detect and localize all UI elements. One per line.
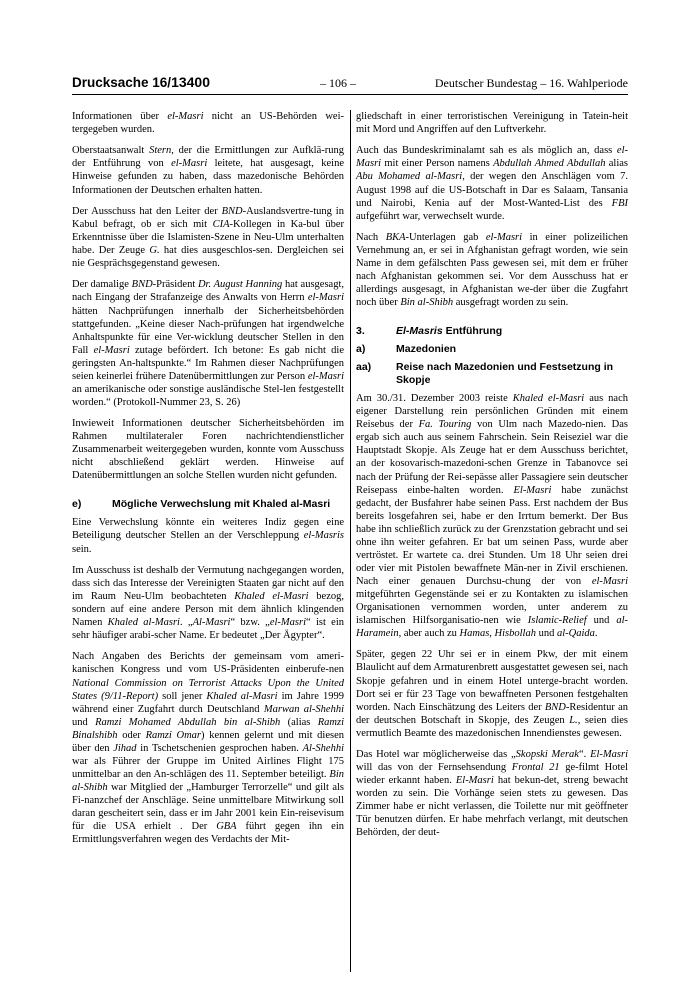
emphasis: Hisbollah [494, 628, 536, 640]
emphasis: el-Masri [356, 145, 628, 170]
emphasis: el-Masri [171, 158, 208, 170]
text-run: -Residentur an der deutschen Botschaft in Skopje, des Zeugen [356, 701, 629, 726]
text-run: Später, gegen 22 Uhr sei er in einem Pkw, der mit einem Blaulicht auf dem Armaturenbrett ausgestattet gewesen sei, nach Skopje gefahren und in einem Hotel unterge-bracht worden. Dort sei er für 23 Tage von bewaffneten Personen festgehalten worden. Nach Einschätzung des Leiters der [356, 649, 628, 713]
emphasis: El-Masri [513, 484, 552, 496]
text-run: Nach Angaben des Berichts der gemeinsam vom ameri-kanischen Kongress und vom US-Präsidenten einberufe-nen [72, 651, 344, 676]
emphasis: Dr. August Hanning [197, 279, 283, 291]
emphasis: El-Masri [590, 749, 628, 761]
text-run: zutage befördert. Ich betone: Es gab nicht die geringsten An-haltspunkte.“ Im Rahmen dieser Nachprüfungen seien keinerlei frühere Datenübermittlungen zur Person [72, 344, 344, 382]
text-run: soll jener [158, 690, 207, 702]
paragraph [356, 748, 628, 839]
emphasis: el-Masri [93, 344, 130, 356]
text-run: ge-filmt Hotel wieder erkannt haben. [356, 762, 628, 787]
text-run: und [535, 628, 557, 640]
text-run: Der damalige [72, 279, 132, 291]
emphasis: Khaled al-Masri [206, 690, 278, 702]
emphasis: Abu Mohamed al-Masri [356, 171, 463, 183]
emphasis: Al-Shehhi [302, 742, 344, 754]
text-run: -Unterlagen gab [405, 231, 486, 243]
emphasis: el-Masri [307, 292, 344, 304]
emphasis: CIA [212, 218, 230, 230]
text-run: Im Ausschuss ist deshalb der Vermutung nachgegangen worden, dass sich das Interesse der Vereinigten Staaten gar nicht auf den im Raum Neu-Ulm beobachteten [72, 564, 344, 602]
text-run: ) kennen gelernt und mit diesen über den [72, 729, 344, 754]
section-heading-a [356, 343, 628, 356]
emphasis: el-Masris [303, 530, 344, 542]
paragraph [356, 144, 628, 222]
text-run: . [594, 628, 598, 640]
text-run: , aber auch zu [398, 628, 460, 640]
text-run: , seien dies vermutlich Beamte des mazedonischen Innendienstes gewesen. [356, 714, 628, 739]
text-run: Eine Verwechslung könnte ein weiteres Indiz gegen eine Beteiligung deutscher Stellen an der Verschleppung [72, 517, 344, 542]
emphasis: Khaled el-Masri [512, 393, 585, 405]
emphasis: Jihad [113, 742, 137, 754]
emphasis: Abdullah Ahmed Abdullah [493, 158, 606, 170]
section-title: Mögliche Verwechslung mit Khaled al-Masri [112, 498, 331, 511]
text-run: . „ [179, 617, 193, 629]
text-run: “. [578, 749, 591, 761]
paragraph [356, 110, 628, 136]
emphasis: Hamas [459, 628, 490, 640]
text-run: und [72, 716, 96, 728]
text-run: oder [117, 729, 146, 741]
emphasis: Al-Masri [192, 617, 231, 629]
paragraph [356, 648, 628, 739]
emphasis: BND [544, 701, 566, 713]
emphasis: BKA [385, 231, 406, 243]
emphasis: Islamic-Relief [527, 615, 587, 627]
section-title [396, 325, 628, 338]
section-title: Reise nach Mazedonien und Festsetzung in Skopje [396, 361, 614, 387]
emphasis: BND [131, 279, 153, 291]
emphasis: Stern [149, 145, 172, 157]
paragraph [72, 278, 344, 408]
text-run: hätten Nachprüfungen innerhalb der Sicherheitsbehörden stattgefunden. „Keine dieser Nach-prüfungen hat irgendwelche Anhaltspunkte für eine Ver-wicklung deutscher Stellen in den Fall [72, 305, 344, 356]
page-number: – 106 – [320, 76, 356, 90]
text-run: ausgefragt worden zu sein. [453, 297, 569, 309]
emphasis: BND [221, 205, 243, 217]
emphasis: el-Masri [591, 575, 628, 587]
text-run: “ ist ein sehr häufiger arabi-scher Name. Er bedeutet „Der Ägypter“. [72, 617, 344, 642]
emphasis: Khaled el-Masri [234, 590, 309, 602]
emphasis: al-Qaida [556, 628, 595, 640]
emphasis: Bin al-Shibh [400, 297, 454, 309]
paragraph [72, 564, 344, 642]
emphasis: Frontal 21 [511, 762, 560, 774]
text-run: Informationen über [72, 111, 168, 122]
text-run: nicht an US-Behörden wei-tergegeben wurden. [72, 111, 344, 136]
emphasis: GBA [216, 821, 237, 833]
emphasis: G. [149, 245, 160, 257]
text-run: aufgeführt war, verwechselt wurde. [356, 210, 505, 222]
emphasis: el-Masri [167, 111, 204, 122]
section-number: 3. [356, 325, 365, 338]
section-title: Mazedonien [396, 343, 457, 356]
text-run: in einer polizeilichen Vernehmung an, er sei in Afghanistan gefragt worden, wie sein Name in dem gefälschten Pass gewesen sei, mit dem er früher nach Afghanistan gekommen sei. Vor dem Ausschuss hat er allerdings ausgesagt, in Afghanistan we-der über die Zugfahrt noch über [356, 231, 628, 309]
emphasis: el-Masri [269, 617, 306, 629]
emphasis: Skopski Merak [515, 749, 579, 761]
text-run: -Auslandsvertre-tung in Kabul befragt, ob er sich mit [72, 205, 344, 230]
emphasis: el-Masri [307, 370, 344, 382]
column-divider [350, 110, 351, 972]
text-run: will das von der Fernsehsendung [356, 762, 512, 774]
section-title-rest: Entführung [442, 325, 503, 338]
emphasis: El-Masri [455, 775, 494, 787]
text-run: alias [605, 158, 628, 170]
text-run: habe zunächst gedacht, der Busfahrer habe seinen Pass. Erst nachdem der Bus bereits losgefahren sei, habe er den Irrtum bemerkt. Der Bus habe ihn schließlich zurück zu der Grenzstation gebracht und sei ohne ihn weiter gefahren. Er bat um seinen Pass, wurde aber vertröstet. Er wartete ca. drei Stunden. Um 18 Uhr seien drei oder vier mit Pistolen bewaffnete Män-ner in Zivil erschienen. Nach einer genauen Durchsu-chung der von [356, 484, 628, 587]
text-run: Oberstaatsanwalt [72, 145, 150, 157]
emphasis: Bin al-Shibh [72, 768, 344, 793]
text-run: , [489, 628, 495, 640]
emphasis: Fa. Touring [418, 419, 472, 431]
text-run: hat dies ausgeschlos-sen. Dergleichen sei nie Gesprächsgegenstand gewesen. [72, 245, 345, 270]
document-number-value: 13400 [171, 74, 210, 90]
section-number: e) [72, 498, 82, 511]
paragraph [72, 110, 344, 136]
text-run: im Jahre 1999 während einer Zugfahrt durch Deutschland [72, 690, 344, 715]
emphasis: Ramzi Mohamed Abdullah bin al-Shibh [95, 716, 281, 728]
text-run: und [586, 615, 617, 627]
emphasis: el-Masri [485, 231, 523, 243]
text-run: Nach [356, 231, 386, 243]
text-run: mit einer Person namens [381, 158, 494, 170]
text-run: bezog, sondern auf eine andere Person mit dem ähnlich klingenden Namen [72, 590, 344, 629]
paragraph [356, 231, 628, 309]
section-title-italic: El-Masris [396, 325, 443, 338]
paragraph [72, 650, 344, 846]
text-run: war als Führer der Gruppe im United Airlines Flight 175 unmittelbar an den An-schlägen des 11. September beteiligt. [72, 755, 344, 780]
emphasis: al-Haramein [356, 615, 629, 640]
text-run: an amerikanische oder sonstige ausländische Stel-len festgestellt worden.“ (Protokoll-Nummer 23, S. 26) [72, 383, 344, 408]
paragraph [356, 392, 628, 640]
text-run: -Kollegen in Ka-bul über Erkenntnisse über die Islamisten-Szene in Neu-Ulm unterhalten habe. Der Zeuge [72, 218, 345, 257]
text-run: hat ausgesagt, nach Eingang der Strafanzeige des Anwalts von Herrn [72, 279, 344, 304]
section-number: aa) [356, 361, 372, 374]
emphasis: L. [569, 714, 578, 726]
section-heading-3 [356, 325, 628, 338]
text-run: , der die Ermittlungen zur Aufklä-rung der Entführung von [72, 145, 344, 170]
right-column [356, 110, 628, 848]
text-run: führt gegen ihn ein Ermittlungsverfahren wegen des Verdachts der Mit- [72, 821, 344, 846]
text-run: (alias [280, 716, 318, 728]
text-run: hat bekun-det, streng bewacht worden zu sein. Die Vorhänge seien stets zu gewesen. Das Zimmer habe er nicht verlassen, die Toilette nur mit geöffneter Tür benutzen dürfen. Er habe mehrfach verlangt, mit deutschen Behörden, der deut- [356, 775, 628, 839]
section-number: a) [356, 343, 366, 356]
paragraph [72, 417, 344, 482]
text-run: “ bzw. „ [230, 617, 270, 629]
text-run: , der wegen den Anschlägen vom 7. August 1998 auf die US-Botschaft in Dar es Salaam, Tansania und Nairobi, Kenia auf der Most-Wanted-List des [356, 171, 628, 209]
text-run: von Ulm nach Mazedo-nien. Das ergab sich auch aus seinem Fahrschein. Sein Reiseziel war die Hauptstadt Skopje. Als Zeuge hat er dem Ausschuss berichtet, an der kosovarisch-mazedoni-schen Grenze in Tabanovce sei nach der Prüfung der Rei-sepässe aller Passagiere sein deutscher Reisepass einbe-halten worden. [356, 419, 628, 496]
text-run: Auch das Bundeskriminalamt sah es als möglich an, dass [356, 145, 617, 157]
page-header [72, 74, 628, 94]
text-run: mitgeführten Gegenstände sei er zu Kontakten zu islamischen Organisationen vernommen worden, unter anderem zu islamischen Hilfsorganisatio-nen wie [356, 588, 628, 627]
text-run: -Präsident [152, 279, 198, 291]
publisher-label: Deutscher Bundestag – 16. Wahlperiode [434, 76, 628, 90]
text-run: sein. [72, 543, 92, 555]
text-run: in Tschetschenien gesprochen haben. [136, 742, 303, 754]
header-rule [72, 94, 628, 95]
left-column [72, 110, 344, 854]
text-run: Inwieweit Informationen deutscher Sicherheitsbehörden im Rahmen multilateraler Foren nachrichtendienstlicher Zusammenarbeit weitergegeben wurden, konnte vom Ausschuss nicht abschließend geklärt werden. Hinweise auf Datenübermittlungen an solche Stellen wurden nicht gefunden. [72, 418, 344, 482]
emphasis: FBI [611, 197, 628, 209]
emphasis: Marwan al-Shehhi [263, 703, 345, 715]
emphasis: Ramzi Omar [145, 729, 202, 741]
text-run: Am 30./31. Dezember 2003 reiste [356, 393, 513, 405]
text-run: aus nach eigener Darstellung rein persönlichen Gründen mit einem Reisebus der [356, 393, 628, 431]
paragraph [72, 516, 344, 555]
paragraph [72, 144, 344, 196]
text-run: Das Hotel war möglicherweise das „ [356, 749, 516, 761]
section-heading-e [72, 498, 344, 511]
emphasis: Khaled al-Masri [107, 617, 180, 629]
text-run: war Mitglied der „Hamburger Terrorzelle“ und gilt als Fi-nanzchef der Anschläge. Seine unmittelbare Mitwirkung soll daran gescheitert sein, dass er im Jahr 2001 kein Ein-reisevisum für die USA erhielt . Der [72, 781, 344, 833]
document-number [72, 74, 210, 90]
paragraph [72, 205, 344, 270]
text-run: gliedschaft in einer terroristischen Vereinigung in Tatein-heit mit Mord und Angriffen auf den Luftverkehr. [356, 111, 628, 136]
emphasis: National Commission on Terrorist Attacks Upon the United States (9/11-Report) [72, 677, 344, 702]
section-heading-aa [356, 361, 628, 387]
document-number-prefix: Drucksache 16/ [72, 75, 172, 90]
text-run: Der Ausschuss hat den Leiter der [72, 205, 222, 217]
text-run: leitete, hat ausgesagt, keine Hinweise gefunden zu haben, dass mazedonische Behörden Informationen der Deutschen erhalten hatten. [72, 158, 344, 196]
emphasis: Ramzi Binalshibh [72, 716, 344, 741]
